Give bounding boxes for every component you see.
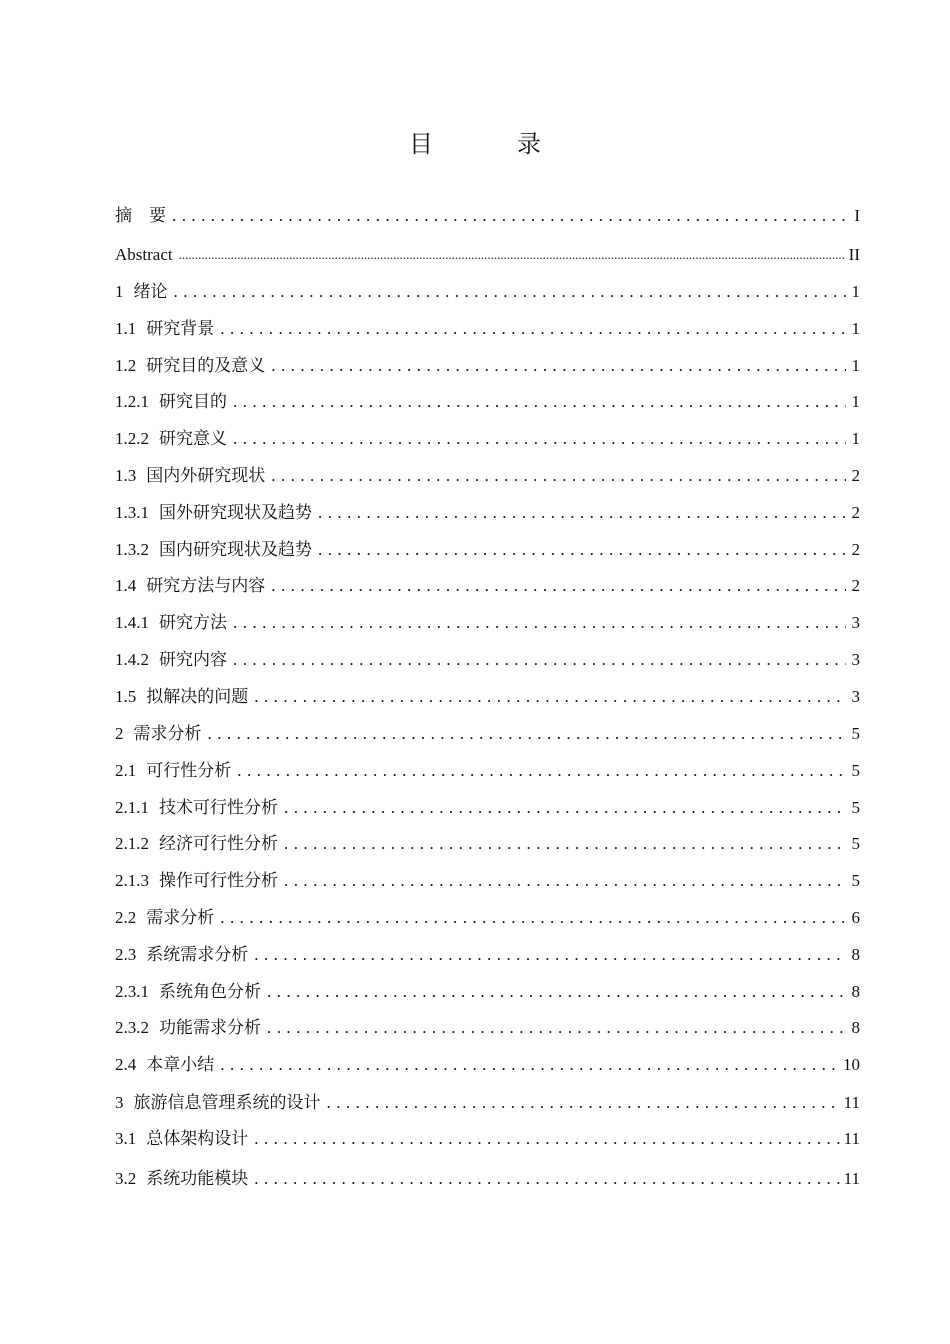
toc-entry-text: 经济可行性分析 [159, 834, 278, 853]
toc-entry-label [115, 722, 208, 746]
toc-entry-number: 2.2 [115, 908, 137, 927]
toc-page-number: 3 [851, 687, 860, 706]
toc-dot-leader [284, 869, 846, 893]
toc-entry[interactable] [115, 1053, 860, 1077]
toc-page-number: 5 [851, 798, 860, 817]
toc-dot-leader [318, 501, 846, 525]
toc-entry-text: 系统角色分析 [159, 982, 261, 1001]
toc-page-number: 1 [851, 429, 860, 448]
toc-page-number: 10 [843, 1055, 860, 1074]
toc-entry-number: 2.4 [115, 1055, 137, 1074]
toc-entry-text: 旅游信息管理系统的设计 [133, 1093, 321, 1112]
toc-page-number: 1 [851, 356, 860, 375]
toc-page-number: 5 [851, 724, 860, 743]
toc-entry-number: 2.1.2 [115, 834, 149, 853]
toc-entry[interactable] [115, 280, 860, 304]
toc-entry-number: 1.2.1 [115, 392, 149, 411]
toc-entry[interactable] [115, 354, 860, 378]
toc-entry-label [115, 317, 220, 341]
toc-entry-text: 研究意义 [159, 429, 227, 448]
toc-entry-number: 1.5 [115, 687, 137, 706]
toc-entry-label [115, 280, 174, 304]
toc-entry-number: 2.3 [115, 945, 137, 964]
toc-entry-label [115, 204, 172, 228]
toc-entry[interactable] [115, 685, 860, 709]
toc-page-number: I [854, 206, 860, 225]
toc-dot-leader [254, 1167, 839, 1191]
toc-entry-text: 系统需求分析 [146, 945, 249, 964]
toc-entry-number: 1 [115, 282, 124, 301]
toc-dot-leader [233, 427, 846, 451]
toc-entry[interactable] [115, 464, 860, 488]
toc-entry-text: 研究方法 [159, 613, 227, 632]
toc-entry-text: 需求分析 [146, 908, 215, 927]
toc-page-number: 5 [851, 761, 860, 780]
toc-entry-label [115, 427, 233, 451]
toc-entry-number: 3 [115, 1093, 124, 1112]
toc-dot-leader [254, 685, 846, 709]
toc-page-number: 8 [851, 1018, 860, 1037]
toc-dot-leader [284, 796, 846, 820]
toc-entry-label [115, 464, 271, 488]
toc-entry[interactable] [115, 943, 860, 967]
toc-entry-number: 1.3 [115, 466, 137, 485]
toc-dot-leader [271, 464, 846, 488]
toc-entry-number: 1.3.2 [115, 540, 149, 559]
toc-entry-label [115, 980, 267, 1004]
toc-entry[interactable] [115, 243, 860, 267]
toc-page-number: 5 [851, 834, 860, 853]
toc-dot-leader [179, 243, 845, 267]
toc-dot-leader [208, 722, 847, 746]
toc-entry-text: 研究方法与内容 [146, 576, 266, 595]
toc-entry[interactable] [115, 759, 860, 783]
toc-page-number: 2 [851, 576, 860, 595]
toc-dot-leader [233, 611, 846, 635]
toc-dot-leader [327, 1091, 840, 1115]
toc-entry-number: 1.4.2 [115, 650, 149, 669]
toc-entry-text: Abstract [115, 245, 173, 264]
toc-dot-leader [254, 943, 846, 967]
toc-entry-label [115, 796, 284, 820]
toc-entry[interactable] [115, 1091, 860, 1115]
toc-entry-number: 1.1 [115, 319, 137, 338]
toc-dot-leader [271, 354, 846, 378]
toc-dot-leader [254, 1127, 839, 1151]
toc-page-number: 1 [851, 282, 860, 301]
toc-entry-label [115, 1127, 254, 1151]
toc-entry-label [115, 1053, 220, 1077]
toc-entry-text: 研究背景 [146, 319, 215, 338]
page-title: 目 录 [409, 130, 571, 158]
toc-entry[interactable] [115, 574, 860, 598]
toc-entry-label [115, 648, 233, 672]
toc-dot-leader [174, 280, 847, 304]
toc-dot-leader [220, 317, 846, 341]
toc-entry-text: 国内外研究现状 [146, 466, 266, 485]
toc-entry-number: 2.3.1 [115, 982, 149, 1001]
toc-page-number: 3 [851, 613, 860, 632]
toc-entry-label [115, 501, 318, 525]
toc-entry-text: 摘 要 [115, 206, 166, 225]
toc-entry-label [115, 538, 318, 562]
toc-entry-label [115, 574, 271, 598]
toc-entry[interactable] [115, 538, 860, 562]
toc-page-number: 2 [851, 466, 860, 485]
toc-entry-number: 3.1 [115, 1129, 137, 1148]
toc-entry-text: 国内研究现状及趋势 [159, 540, 312, 559]
toc-entry-number: 1.2.2 [115, 429, 149, 448]
toc-entry-text: 系统功能模块 [146, 1169, 249, 1188]
toc-entry-number: 1.4.1 [115, 613, 149, 632]
toc-entry[interactable] [115, 204, 860, 228]
toc-entry-text: 操作可行性分析 [159, 871, 278, 890]
toc-entry-text: 研究内容 [159, 650, 227, 669]
toc-dot-leader [233, 648, 846, 672]
toc-entry-text: 拟解决的问题 [146, 687, 249, 706]
toc-entry-label [115, 685, 254, 709]
toc-entry-text: 可行性分析 [146, 761, 232, 780]
toc-entry-label [115, 390, 233, 414]
toc-entry[interactable] [115, 390, 860, 414]
toc-dot-leader [267, 980, 846, 1004]
toc-entry[interactable] [115, 501, 860, 525]
toc-entry-label [115, 943, 254, 967]
toc-entry-label [115, 1167, 254, 1191]
toc-entry-label [115, 906, 220, 930]
toc-entry[interactable] [115, 906, 860, 930]
toc-entry-number: 2.1 [115, 761, 137, 780]
toc-entry[interactable] [115, 1016, 860, 1040]
toc-dot-leader [284, 832, 846, 856]
toc-page-number: 3 [851, 650, 860, 669]
toc-page-number: 11 [843, 1093, 860, 1112]
toc-entry-text: 国外研究现状及趋势 [159, 503, 312, 522]
toc-entry-text: 研究目的 [159, 392, 227, 411]
toc-entry-number: 2 [115, 724, 124, 743]
toc-entry-number: 2.1.1 [115, 798, 149, 817]
toc-entry-label [115, 611, 233, 635]
toc-entry-number: 1.2 [115, 356, 137, 375]
toc-dot-leader [237, 759, 846, 783]
toc-entry[interactable] [115, 427, 860, 451]
toc-entry-label [115, 354, 271, 378]
toc-page-number: 1 [851, 319, 860, 338]
toc-entry[interactable] [115, 1127, 860, 1151]
toc-entry-text: 技术可行性分析 [159, 798, 278, 817]
toc-entry-text: 研究目的及意义 [146, 356, 266, 375]
toc-entry-number: 2.3.2 [115, 1018, 149, 1037]
toc-entry[interactable] [115, 796, 860, 820]
toc-entry-text: 绪论 [133, 282, 168, 301]
toc-entry-number: 1.3.1 [115, 503, 149, 522]
toc-page-number: 5 [851, 871, 860, 890]
toc-entry-label [115, 1016, 267, 1040]
toc-entry[interactable] [115, 832, 860, 856]
toc-entry[interactable] [115, 648, 860, 672]
toc-entry-text: 本章小结 [146, 1055, 215, 1074]
toc-dot-leader [220, 906, 846, 930]
toc-entry[interactable] [115, 980, 860, 1004]
toc-entry-text: 总体架构设计 [146, 1129, 249, 1148]
toc-entry[interactable] [115, 869, 860, 893]
toc-entry-number: 1.4 [115, 576, 137, 595]
toc-entry[interactable] [115, 1167, 860, 1191]
toc-page-number: 11 [843, 1169, 860, 1188]
toc-entry-text: 功能需求分析 [159, 1018, 261, 1037]
toc-page-number: 6 [851, 908, 860, 927]
toc-entry-label [115, 869, 284, 893]
toc-entry-number: 3.2 [115, 1169, 137, 1188]
toc-entry-label [115, 243, 179, 267]
toc-dot-leader [318, 538, 846, 562]
toc-page-number: II [848, 245, 860, 264]
toc-entry-label [115, 832, 284, 856]
toc-dot-leader [220, 1053, 839, 1077]
toc-entry-text: 需求分析 [133, 724, 202, 743]
toc-dot-leader [267, 1016, 846, 1040]
toc-entry[interactable] [115, 722, 860, 746]
toc-dot-leader [172, 204, 846, 228]
toc-entry[interactable] [115, 611, 860, 635]
toc-entry-label [115, 759, 237, 783]
toc-dot-leader [271, 574, 846, 598]
toc-page-number: 1 [851, 392, 860, 411]
toc-page-number: 8 [851, 945, 860, 964]
toc-page-number: 11 [843, 1129, 860, 1148]
toc-page-number: 2 [851, 503, 860, 522]
toc-entry-label [115, 1091, 327, 1115]
toc-dot-leader [233, 390, 846, 414]
toc-page-number: 2 [851, 540, 860, 559]
toc-entry[interactable] [115, 317, 860, 341]
toc-page-number: 8 [851, 982, 860, 1001]
toc-entry-number: 2.1.3 [115, 871, 149, 890]
